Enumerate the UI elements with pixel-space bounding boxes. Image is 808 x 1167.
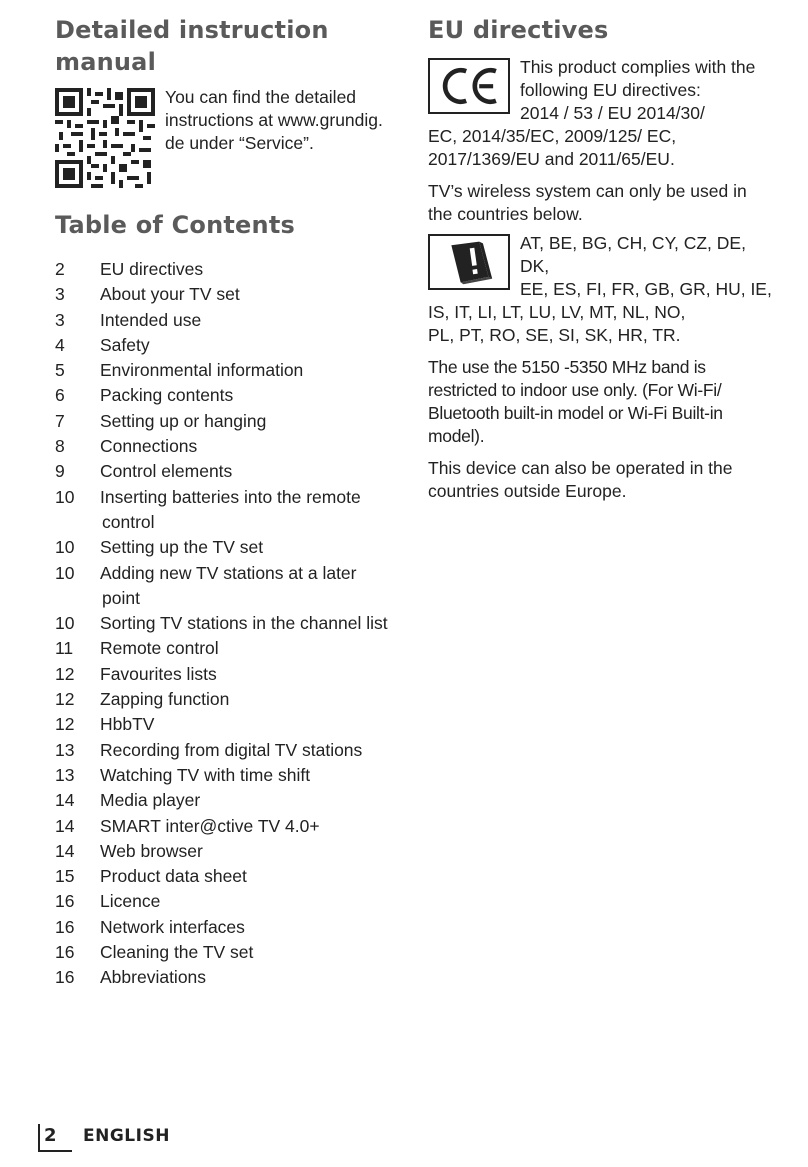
toc-row[interactable] (55, 687, 405, 712)
toc-page-number: 10 (55, 537, 75, 558)
toc-entry-label: EU directives (100, 259, 204, 279)
toc-page-number: 13 (55, 739, 75, 760)
toc-page-number: 8 (55, 436, 65, 457)
toc-row[interactable] (55, 839, 405, 864)
qr-code-icon (55, 88, 155, 188)
toc-entry-label: Web browser (100, 840, 203, 861)
toc-row[interactable] (55, 814, 405, 839)
band-text-line: Bluetooth built-in model or Wi-Fi Built-in (428, 403, 723, 423)
countries-text-line: PL, PT, RO, SE, SI, SK, HR, TR. (428, 325, 681, 345)
toc-page-number: 12 (55, 714, 75, 735)
toc-entry-label: Media player (100, 790, 201, 811)
toc-row[interactable] (55, 257, 405, 282)
toc-entry-label: Setting up the TV set (100, 537, 264, 558)
toc-row[interactable] (55, 383, 405, 408)
outside-europe-paragraph (428, 457, 773, 503)
toc-row[interactable] (55, 409, 405, 434)
toc-entry-label: Network interfaces (100, 916, 245, 937)
ce-section (428, 56, 773, 171)
toc-page-number: 7 (55, 410, 65, 431)
footer-bar (38, 1124, 40, 1152)
toc-entry-label: Zapping function (100, 689, 230, 710)
toc-entry-label: About your TV set (100, 284, 240, 305)
toc-entry-label: Product data sheet (100, 866, 247, 887)
toc-page-number: 11 (55, 638, 74, 659)
footer-language: ENGLISH (83, 1126, 170, 1146)
band-paragraph (428, 356, 773, 448)
toc-entry-label: Remote control (100, 638, 219, 659)
toc-page-number: 5 (55, 360, 65, 381)
qr-text-line: You can find the detailed (165, 87, 357, 107)
ce-text-line: 2017/1369/EU and 2011/65/EU. (428, 149, 675, 169)
toc-row[interactable] (55, 611, 405, 636)
toc-entry-label (100, 561, 405, 612)
toc-row[interactable] (55, 763, 405, 788)
toc-label-line: control (102, 511, 155, 532)
toc-entry-label: HbbTV (100, 714, 155, 735)
toc-page-number: 12 (55, 689, 75, 710)
band-text-line: restricted to indoor use only. (For Wi-Fi/ (428, 380, 722, 400)
wireless-text-line: TV’s wireless system can only be used in (428, 181, 747, 201)
manual-title: Detailed instruction manual (55, 16, 329, 76)
toc-row[interactable] (55, 333, 405, 358)
toc-page-number: 16 (55, 891, 75, 912)
left-column (55, 14, 405, 991)
toc-entry-label: Environmental information (100, 360, 304, 381)
outside-text-line: countries outside Europe. (428, 481, 627, 501)
toc-page-number: 6 (55, 385, 65, 406)
toc-page-number: 16 (55, 942, 75, 963)
toc-entry-label: Setting up or hanging (100, 410, 267, 431)
toc-page-number: 9 (55, 461, 65, 482)
manual-warning-icon (428, 234, 510, 290)
toc-entry-label: Licence (100, 891, 161, 912)
footer-underline (38, 1150, 72, 1152)
qr-text-line: de under “Service”. (165, 133, 314, 153)
toc-row[interactable] (55, 915, 405, 940)
toc-entry-label: Control elements (100, 461, 233, 482)
wireless-paragraph (428, 180, 773, 226)
countries-text-line: EE, ES, FI, FR, GB, GR, HU, IE, (520, 279, 772, 299)
band-text-line: The use the 5150 -5350 MHz band is (428, 357, 706, 377)
qr-text-line: instructions at www.grundig. (165, 110, 383, 130)
toc-row[interactable] (55, 485, 405, 536)
toc-entry-label (100, 485, 405, 536)
toc-page-number: 16 (55, 916, 75, 937)
toc-entry-label: Abbreviations (100, 967, 207, 988)
toc-row[interactable] (55, 864, 405, 889)
outside-text-line: This device can also be operated in the (428, 458, 733, 478)
toc-page-number: 2 (55, 259, 65, 279)
toc-page-number: 15 (55, 866, 75, 887)
toc-row[interactable] (55, 965, 405, 990)
countries-text-line: IS, IT, LI, LT, LU, LV, MT, NL, NO, (428, 302, 686, 322)
right-column (428, 14, 773, 503)
toc-row[interactable] (55, 535, 405, 560)
toc-page-number: 14 (55, 790, 75, 811)
toc-page-number: 4 (55, 334, 65, 355)
page-number: 2 (44, 1125, 57, 1146)
wireless-text-line: the countries below. (428, 204, 583, 224)
table-of-contents (55, 257, 405, 991)
countries-section (428, 232, 773, 347)
toc-row[interactable] (55, 940, 405, 965)
toc-row[interactable] (55, 712, 405, 737)
toc-entry-label: Safety (100, 334, 150, 355)
toc-entry-label: Recording from digital TV stations (100, 739, 363, 760)
toc-title: Table of Contents (55, 211, 295, 239)
countries-text-line: AT, BE, BG, CH, CY, CZ, DE, DK, (520, 233, 746, 276)
toc-page-number: 10 (55, 562, 75, 583)
qr-instructions-text (165, 86, 405, 155)
ce-text-line: 2014 / 53 / EU 2014/30/ (520, 103, 705, 123)
qr-block (55, 88, 405, 192)
ce-text-line: This product complies with the (520, 57, 756, 77)
toc-page-number: 10 (55, 486, 75, 507)
toc-row[interactable] (55, 636, 405, 661)
toc-entry-label: Intended use (100, 309, 202, 330)
toc-page-number: 13 (55, 764, 75, 785)
toc-row[interactable] (55, 282, 405, 307)
toc-row[interactable] (55, 889, 405, 914)
toc-row[interactable] (55, 459, 405, 484)
ce-mark-icon (428, 58, 510, 114)
toc-label-line: Inserting batteries into the remote (100, 486, 361, 507)
toc-page-number: 12 (55, 663, 75, 684)
toc-row[interactable] (55, 738, 405, 763)
toc-entry-label: Watching TV with time shift (100, 764, 311, 785)
toc-row[interactable] (55, 358, 405, 383)
toc-entry-label: Cleaning the TV set (100, 942, 254, 963)
toc-entry-label: SMART inter@ctive TV 4.0+ (100, 815, 320, 836)
toc-page-number: 14 (55, 815, 75, 836)
toc-row[interactable] (55, 788, 405, 813)
toc-label-line: point (102, 587, 140, 608)
ce-text-line: EC, 2014/35/EC, 2009/125/ EC, (428, 126, 677, 146)
band-text-line: model). (428, 426, 485, 446)
toc-row[interactable] (55, 662, 405, 687)
toc-page-number: 10 (55, 613, 75, 634)
toc-page-number: 14 (55, 840, 75, 861)
toc-entry-label: Packing contents (100, 385, 234, 406)
eu-directives-title: EU directives (428, 16, 609, 44)
toc-entry-label: Sorting TV stations in the channel list (100, 613, 388, 634)
ce-text-line: following EU directives: (520, 80, 701, 100)
toc-row[interactable] (55, 561, 405, 612)
toc-row[interactable] (55, 434, 405, 459)
toc-label-line: Adding new TV stations at a later (100, 562, 357, 583)
toc-page-number: 3 (55, 309, 65, 330)
toc-entry-label: Connections (100, 436, 198, 457)
toc-entry-label: Favourites lists (100, 663, 217, 684)
toc-page-number: 3 (55, 284, 65, 305)
toc-row[interactable] (55, 308, 405, 333)
toc-page-number: 16 (55, 967, 75, 988)
